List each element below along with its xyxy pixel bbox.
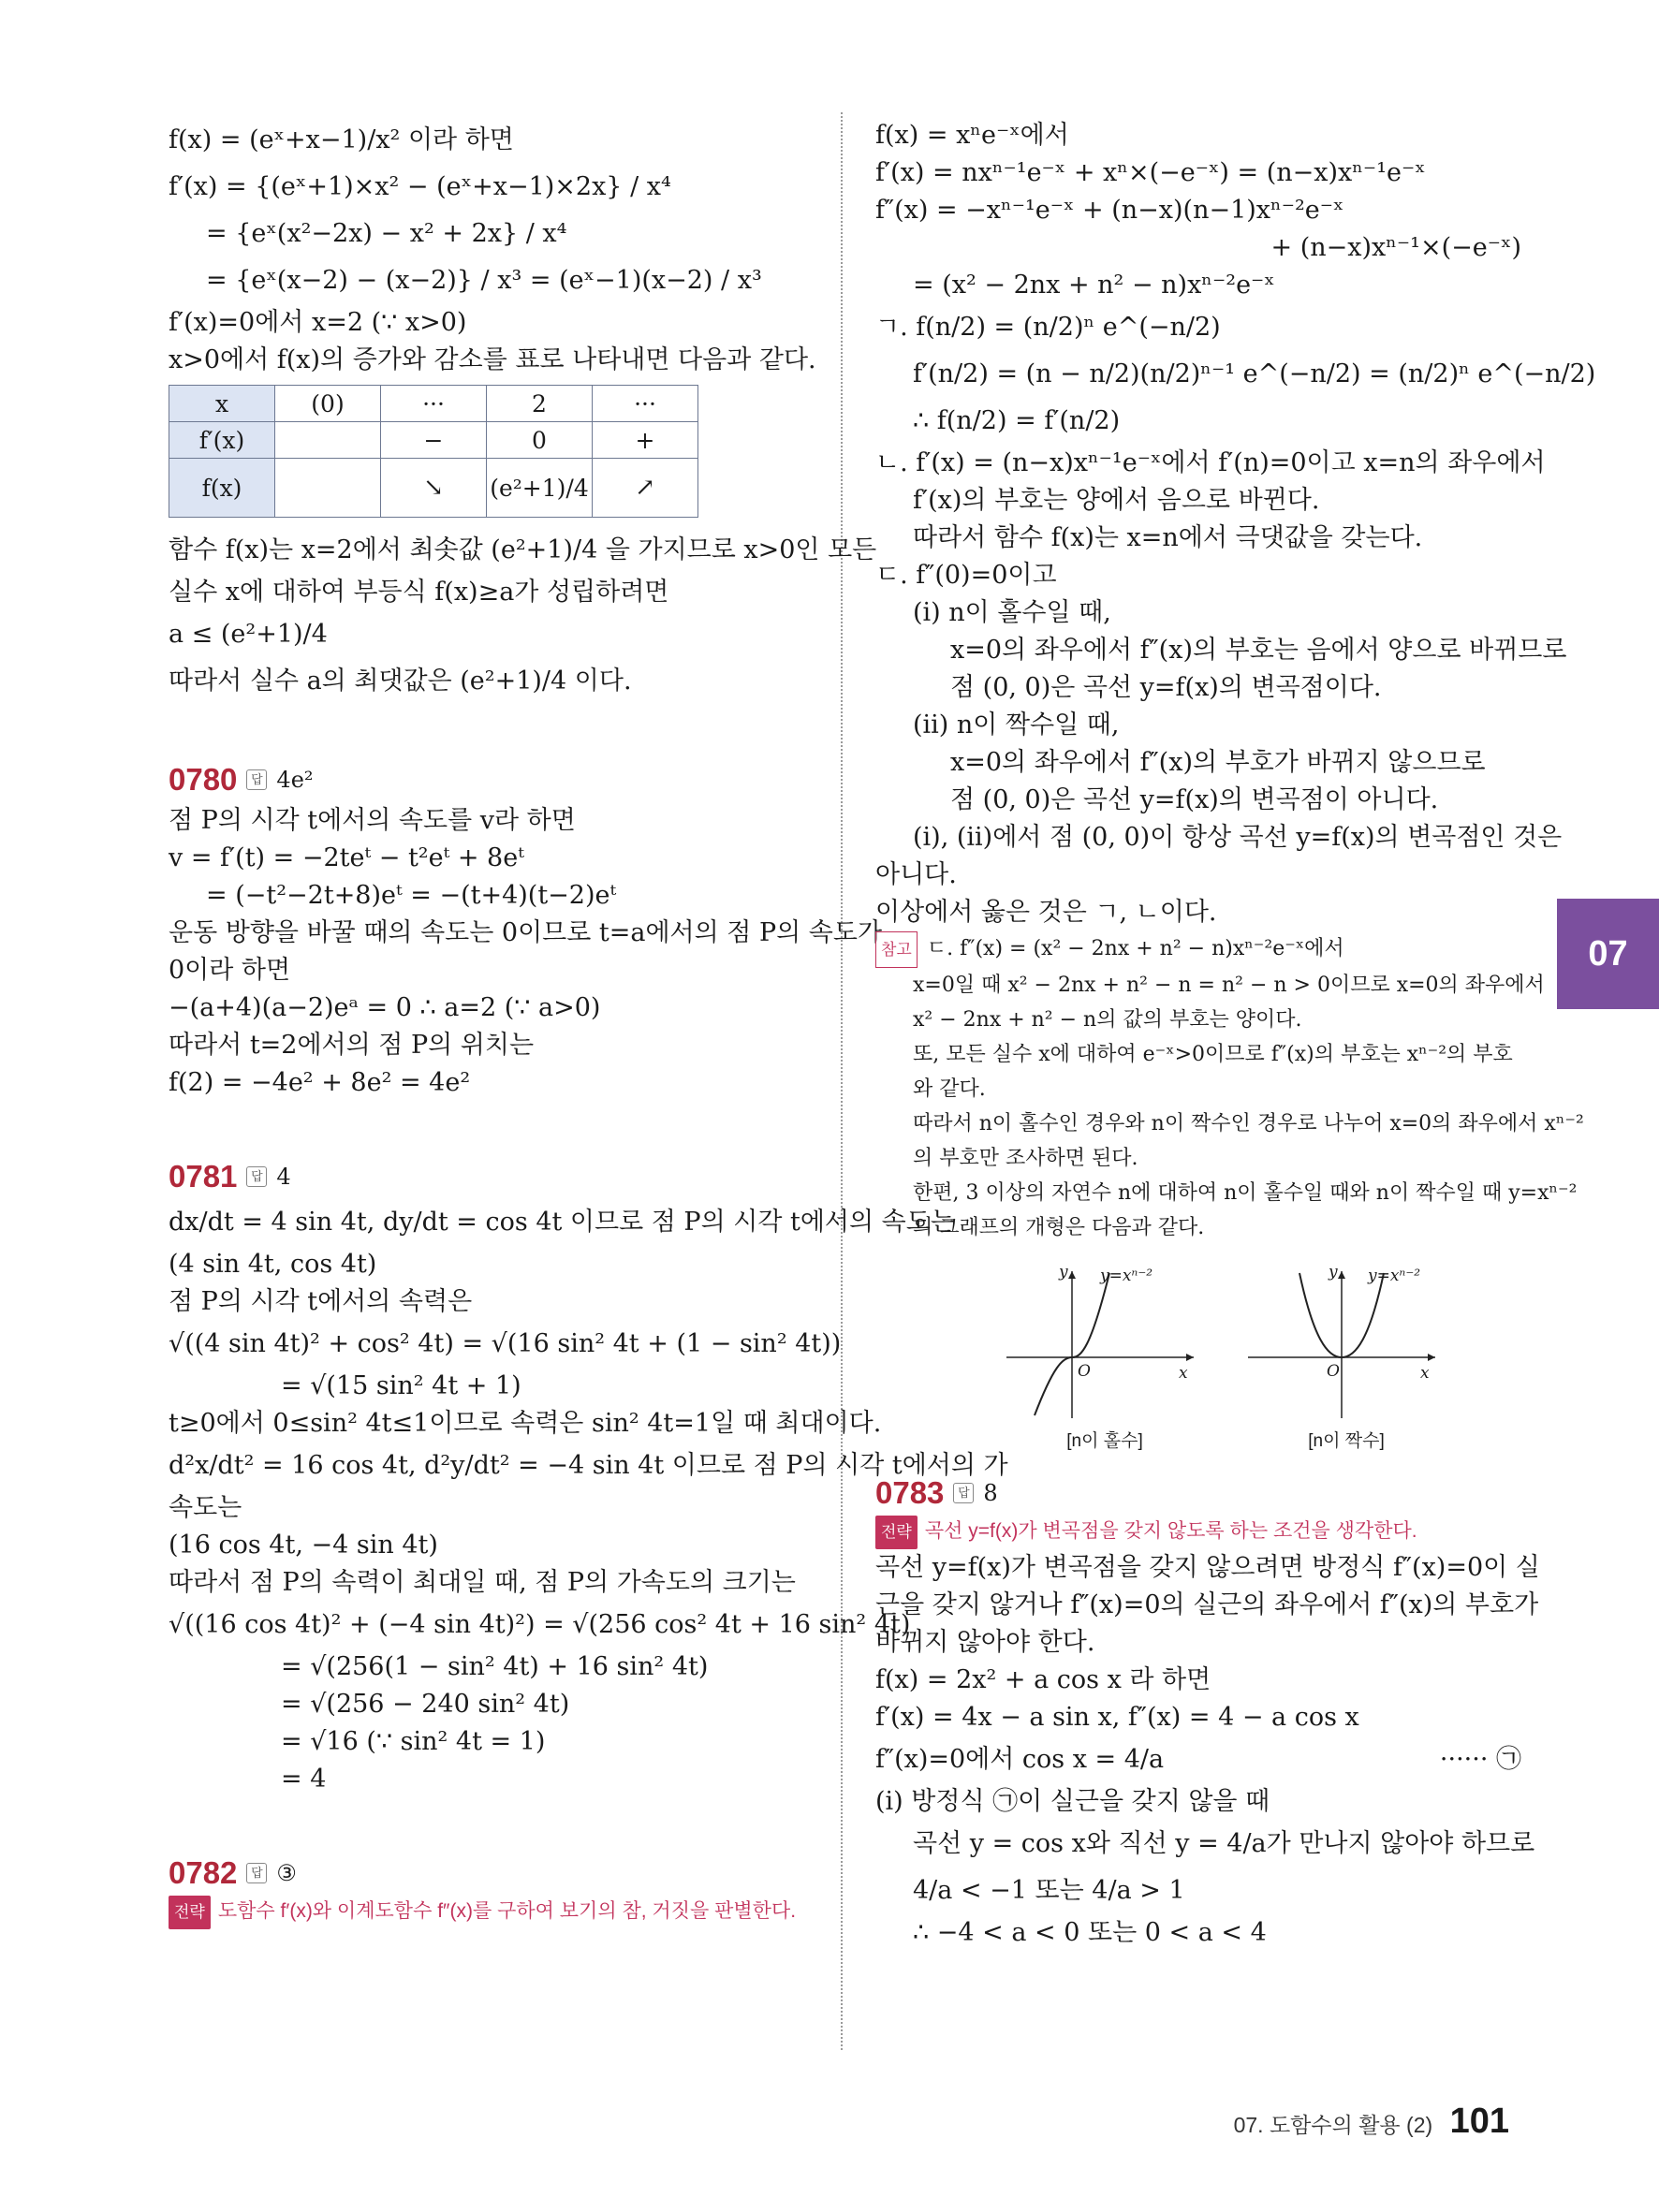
text-line: 곡선 y = cos x와 직선 y = 4/a가 만나지 않아야 하므로 xyxy=(913,1829,1535,1858)
problem-header-0783 xyxy=(875,1471,1521,1516)
text-line: f(x) = (eˣ+x−1)/x² 이라 하면 xyxy=(169,125,514,154)
table-cell: − xyxy=(381,422,487,459)
text-line: 곡선 y=f(x)가 변곡점을 갖지 않으려면 방정식 f″(x)=0이 실 xyxy=(875,1553,1540,1582)
text-line: (ⅰ) 방정식 ㉠이 실근을 갖지 않을 때 xyxy=(875,1787,1270,1816)
text-line: a ≤ (e²+1)/4 xyxy=(169,620,328,649)
text-line: f′(n/2) = (n − n/2)(n/2)ⁿ⁻¹ e^(−n/2) = (n/2)ⁿ e^(−n/2) xyxy=(913,359,1596,388)
text-line: 바뀌지 않아야 한다. xyxy=(875,1628,1095,1657)
graph-odd xyxy=(1006,1264,1203,1452)
text-line: = √(256 − 240 sin² 4t) xyxy=(281,1690,570,1719)
text-line: t≥0에서 0≤sin² 4t≤1이므로 속력은 sin² 4t=1일 때 최대이다. xyxy=(169,1409,882,1438)
text-line: (ⅰ), (ⅱ)에서 점 (0, 0)이 항상 곡선 y=f(x)의 변곡점인 것은 xyxy=(913,823,1563,852)
problem-number: 0783 xyxy=(875,1475,945,1510)
problem-number: 0781 xyxy=(169,1159,238,1194)
table-cell xyxy=(275,459,381,518)
text-line: = √16 (∵ sin² 4t = 1) xyxy=(281,1727,546,1756)
problem-number: 0782 xyxy=(169,1855,238,1890)
y-axis-arrow-icon xyxy=(1338,1271,1345,1279)
right-column xyxy=(875,117,1596,1952)
table-cell: + xyxy=(593,422,698,459)
text-line: = (x² − 2nx + n² − n)xⁿ⁻²e⁻ˣ xyxy=(913,271,1275,300)
text-line: 실수 x에 대하여 부등식 f(x)≥a가 성립하려면 xyxy=(169,578,669,607)
answer-value: 4 xyxy=(276,1164,291,1190)
text-line xyxy=(875,1736,1521,1783)
text-line: ∴ −4 < a < 0 또는 0 < a < 4 xyxy=(913,1918,1267,1947)
text-line: (ⅰ) n이 홀수일 때, xyxy=(913,598,1111,627)
text-line: 운동 방향을 바꿀 때의 속도는 0이므로 t=a에서의 점 P의 속도가 xyxy=(169,918,883,947)
text-line: f(x) = 2x² + a cos x 라 하면 xyxy=(875,1665,1211,1694)
note-text: ㄷ. f″(x) = (x² − 2nx + n² − n)xⁿ⁻²e⁻ˣ에서 xyxy=(926,937,1344,960)
increase-arrow-icon: ↗ xyxy=(593,459,698,518)
curve-label: y=xⁿ⁻² xyxy=(1100,1267,1153,1285)
problem-header-0782 xyxy=(169,1851,815,1896)
text-line: x=0의 좌우에서 f″(x)의 부호는 음에서 양으로 바뀌므로 xyxy=(950,636,1567,665)
table-cell: 0 xyxy=(487,422,593,459)
y-axis-label: y xyxy=(1059,1264,1068,1282)
note-line: 의 부호만 조사하면 된다. xyxy=(913,1147,1138,1170)
text-line: f(2) = −4e² + 8e² = 4e² xyxy=(169,1068,471,1097)
text-line: −(a+4)(a−2)eᵃ = 0 ∴ a=2 (∵ a>0) xyxy=(169,993,601,1022)
text-line: f′(x)=0에서 x=2 (∵ x>0) xyxy=(169,308,467,337)
text-line: ㄴ. f′(x) = (n−x)xⁿ⁻¹e⁻ˣ에서 f′(n)=0이고 x=n의 좌우에서 xyxy=(875,448,1546,477)
answer-value: ③ xyxy=(276,1860,297,1886)
text-line: + (n−x)xⁿ⁻¹×(−e⁻ˣ) xyxy=(1270,233,1521,262)
graph-caption: [n이 홀수] xyxy=(1066,1431,1143,1451)
table-cell: ··· xyxy=(381,386,487,422)
text-line: 점 (0, 0)은 곡선 y=f(x)의 변곡점이다. xyxy=(950,673,1382,702)
x-axis-arrow-icon xyxy=(1186,1354,1194,1361)
text-segment: f″(x)=0에서 cos x = 4/a xyxy=(875,1745,1165,1774)
answer-badge-icon: 답 xyxy=(953,1483,974,1503)
text-line: 따라서 점 P의 속력이 최대일 때, 점 P의 가속도의 크기는 xyxy=(169,1568,796,1597)
text-line: = √(15 sin² 4t + 1) xyxy=(281,1371,521,1400)
strategy-text: 곡선 y=f(x)가 변곡점을 갖지 않도록 하는 조건을 생각한다. xyxy=(924,1520,1417,1542)
text-line: √((16 cos 4t)² + (−4 sin 4t)²) = √(256 cos² 4t + 16 sin² 4t) xyxy=(169,1610,911,1639)
strategy-line xyxy=(169,1896,815,1929)
text-line: 함수 f(x)는 x=2에서 최솟값 (e²+1)/4 을 가지므로 x>0인 모든 xyxy=(169,535,877,564)
note-line: 한편, 3 이상의 자연수 n에 대하여 n이 홀수일 때와 n이 짝수일 때 y=xⁿ⁻² xyxy=(913,1181,1578,1205)
graph-pair xyxy=(1006,1264,1521,1452)
problem-header-0780 xyxy=(169,757,815,802)
note-line xyxy=(875,931,1521,968)
text-line: ㄱ. f(n/2) = (n/2)ⁿ e^(−n/2) xyxy=(875,313,1221,342)
table-row xyxy=(169,459,698,518)
table-cell: ··· xyxy=(593,386,698,422)
chapter-side-tab: 07 xyxy=(1557,899,1659,1009)
problem-number: 0780 xyxy=(169,762,238,797)
decrease-arrow-icon: ↘ xyxy=(381,459,487,518)
text-line: f″(x) = −xⁿ⁻¹e⁻ˣ + (n−x)(n−1)xⁿ⁻²e⁻ˣ xyxy=(875,196,1344,225)
answer-value: 8 xyxy=(983,1480,998,1506)
text-line: x=0의 좌우에서 f″(x)의 부호가 바뀌지 않으므로 xyxy=(950,748,1486,777)
graph-even-svg xyxy=(1248,1264,1445,1423)
note-tag: 참고 xyxy=(875,931,918,968)
origin-label: O xyxy=(1327,1362,1340,1381)
answer-value: 4e² xyxy=(276,767,314,793)
text-line: = √(256(1 − sin² 4t) + 16 sin² 4t) xyxy=(281,1652,709,1681)
text-line: 따라서 함수 f(x)는 x=n에서 극댓값을 갖는다. xyxy=(913,523,1423,552)
text-line: 따라서 실수 a의 최댓값은 (e²+1)/4 이다. xyxy=(169,667,632,696)
text-line: 4/a < −1 또는 4/a > 1 xyxy=(913,1876,1185,1905)
text-line: f(x) = xⁿe⁻ˣ에서 xyxy=(875,121,1069,150)
graph-even xyxy=(1248,1264,1445,1452)
text-line: 이상에서 옳은 것은 ㄱ, ㄴ이다. xyxy=(875,898,1217,927)
text-line: √((4 sin 4t)² + cos² 4t) = √(16 sin² 4t + (1 − sin² 4t)) xyxy=(169,1329,842,1358)
text-line: (4 sin 4t, cos 4t) xyxy=(169,1250,377,1279)
text-line: v = f′(t) = −2teᵗ − t²eᵗ + 8eᵗ xyxy=(169,843,524,872)
text-line: f′(x) = nxⁿ⁻¹e⁻ˣ + xⁿ×(−e⁻ˣ) = (n−x)xⁿ⁻¹e⁻ˣ xyxy=(875,158,1426,187)
table-cell: (0) xyxy=(275,386,381,422)
footer-chapter-title: 07. 도함수의 활용 (2) xyxy=(1233,2113,1433,2137)
table-cell: f(x) xyxy=(169,459,275,518)
text-line: = {eˣ(x−2) − (x−2)} / x³ = (eˣ−1)(x−2) / x³ xyxy=(206,266,762,295)
text-line: f′(x) = 4x − a sin x, f″(x) = 4 − a cos x xyxy=(875,1703,1359,1732)
x-axis-arrow-icon xyxy=(1428,1354,1435,1361)
origin-label: O xyxy=(1078,1362,1091,1381)
table-cell: (e²+1)/4 xyxy=(487,459,593,518)
x-axis-label: x xyxy=(1179,1364,1188,1383)
text-line: (ⅱ) n이 짝수일 때, xyxy=(913,710,1120,740)
text-line: f′(x) = {(eˣ+1)×x² − (eˣ+x−1)×2x} / x⁴ xyxy=(169,172,671,201)
column-divider xyxy=(841,112,843,2050)
strategy-tag: 전략 xyxy=(875,1516,918,1549)
strategy-tag: 전략 xyxy=(169,1896,211,1929)
problem-header-0781 xyxy=(169,1154,815,1199)
text-line: d²x/dt² = 16 cos 4t, d²y/dt² = −4 sin 4t 이므로 점 P의 시각 t에서의 가 xyxy=(169,1451,1008,1480)
answer-badge-icon: 답 xyxy=(246,1166,267,1187)
sign-table xyxy=(169,385,698,518)
table-cell: f′(x) xyxy=(169,422,275,459)
text-line: (16 cos 4t, −4 sin 4t) xyxy=(169,1531,438,1560)
text-line: 점 P의 시각 t에서의 속도를 v라 하면 xyxy=(169,806,576,835)
text-line: 속도는 xyxy=(169,1493,242,1522)
note-line: 따라서 n이 홀수인 경우와 n이 짝수인 경우로 나누어 x=0의 좌우에서 xⁿ⁻² xyxy=(913,1112,1584,1135)
page-footer xyxy=(1234,2102,1509,2142)
text-line: ㄷ. f″(0)=0이고 xyxy=(875,561,1057,590)
text-line: = {eˣ(x²−2x) − x² + 2x} / x⁴ xyxy=(206,219,567,248)
text-line: dx/dt = 4 sin 4t, dy/dt = cos 4t 이므로 점 P의 시각 t에서의 속도는 xyxy=(169,1208,955,1237)
text-line: 점 (0, 0)은 곡선 y=f(x)의 변곡점이 아니다. xyxy=(950,785,1439,814)
text-line: = 4 xyxy=(281,1765,327,1794)
answer-badge-icon: 답 xyxy=(246,769,267,790)
text-line: 따라서 t=2에서의 점 P의 위치는 xyxy=(169,1031,535,1060)
note-line: 의 그래프의 개형은 다음과 같다. xyxy=(913,1216,1205,1239)
y-axis-label: y xyxy=(1329,1264,1338,1282)
text-line: 아니다. xyxy=(875,860,957,889)
table-row xyxy=(169,422,698,459)
text-line: 점 P의 시각 t에서의 속력은 xyxy=(169,1287,473,1316)
text-line: x>0에서 f(x)의 증가와 감소를 표로 나타내면 다음과 같다. xyxy=(169,345,816,374)
note-line: x=0일 때 x² − 2nx + n² − n = n² − n > 0이므로 x=0의 좌우에서 xyxy=(913,974,1545,997)
note-line: 또, 모든 실수 x에 대하여 e⁻ˣ>0이므로 f″(x)의 부호는 xⁿ⁻²의 부호 xyxy=(913,1043,1513,1066)
table-row xyxy=(169,386,698,422)
strategy-line xyxy=(875,1516,1521,1549)
text-line: 근을 갖지 않거나 f″(x)=0의 실근의 좌우에서 f″(x)의 부호가 xyxy=(875,1590,1539,1619)
graph-odd-svg xyxy=(1006,1264,1203,1423)
text-line: 0이라 하면 xyxy=(169,956,291,985)
text-line: f′(x)의 부호는 양에서 음으로 바뀐다. xyxy=(913,486,1320,515)
x-axis-label: x xyxy=(1420,1364,1430,1383)
graph-caption: [n이 짝수] xyxy=(1308,1431,1385,1451)
table-cell: x xyxy=(169,386,275,422)
y-axis-arrow-icon xyxy=(1068,1271,1076,1279)
strategy-text: 도함수 f′(x)와 이계도함수 f″(x)를 구하여 보기의 참, 거짓을 판별한다. xyxy=(217,1900,797,1922)
text-line: ∴ f(n/2) = f′(n/2) xyxy=(913,406,1121,435)
text-line: = (−t²−2t+8)eᵗ = −(t+4)(t−2)eᵗ xyxy=(206,881,617,910)
page-number: 101 xyxy=(1449,2102,1509,2141)
note-line: 와 같다. xyxy=(913,1077,986,1101)
answer-badge-icon: 답 xyxy=(246,1863,267,1883)
note-line: x² − 2nx + n² − n의 값의 부호는 양이다. xyxy=(913,1008,1302,1032)
curve-label: y=xⁿ⁻² xyxy=(1368,1267,1421,1285)
table-cell xyxy=(275,422,381,459)
table-cell: 2 xyxy=(487,386,593,422)
equation-marker: ······ ㉠ xyxy=(1439,1745,1521,1774)
